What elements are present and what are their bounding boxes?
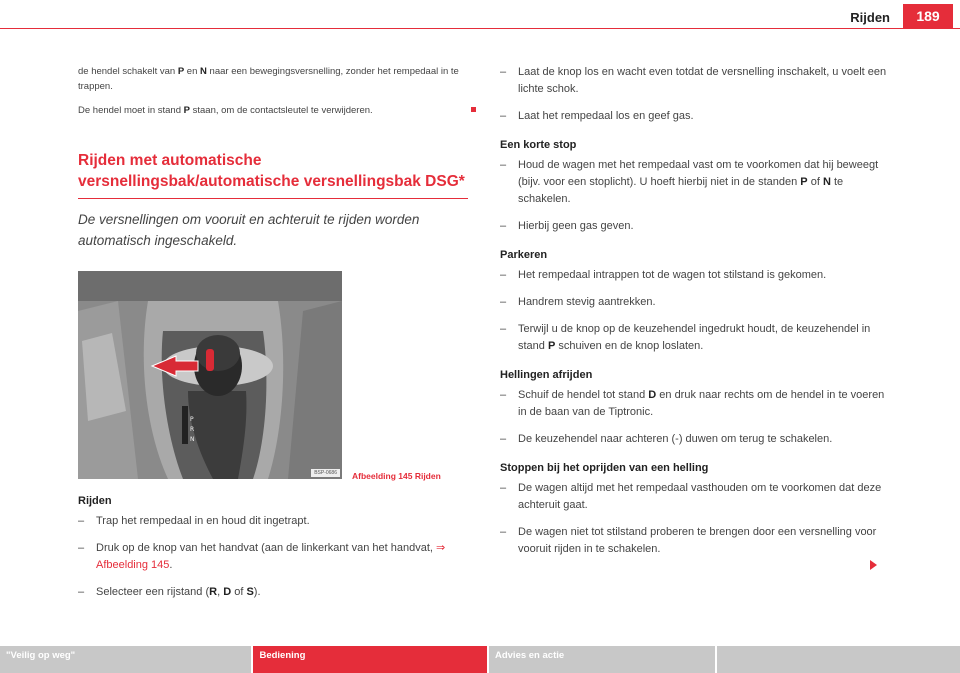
- list-item: – Terwijl u de knop op de keuzehendel ingedrukt houdt, de keuzehendel in stand P schuiven en de knop loslaten.: [500, 321, 892, 355]
- header-rule: [0, 28, 960, 29]
- list-item: – De keuzehendel naar achteren (-) duwen om terug te schakelen.: [500, 431, 892, 448]
- list-item: – Laat het rempedaal los en geef gas.: [500, 108, 892, 125]
- list-rijden: [78, 513, 470, 601]
- subhead-hellingen: Hellingen afrijden: [500, 369, 593, 381]
- figure-code: BSP-0686: [311, 469, 340, 477]
- footer-tab-advies[interactable]: Advies en actie: [489, 646, 715, 673]
- paragraph-shift-note: de hendel schakelt van P en N naar een bewegingsversnelling, zonder het rempedaal in te trappen.: [78, 66, 459, 92]
- section-title: Rijden met automatische versnellingsbak/automatische versnellingsbak DSG*: [78, 150, 468, 199]
- figure-caption: Afbeelding 145 Rijden: [352, 471, 441, 481]
- gear-lever-photo: [78, 271, 342, 479]
- subhead-parkeren: Parkeren: [500, 249, 548, 261]
- footer-tabs: [0, 646, 960, 673]
- svg-text:P: P: [190, 416, 194, 423]
- section-end-marker: [471, 107, 476, 112]
- list-hellingen: [500, 387, 892, 448]
- section-intro: De versnellingen om vooruit en achteruit te rijden worden automatisch ingeschakeld.: [78, 212, 420, 248]
- list-korte-stop: [500, 157, 892, 235]
- svg-text:N: N: [190, 436, 195, 443]
- list-item: – Trap het rempedaal in en houd dit ingetrapt.: [78, 513, 470, 530]
- list-item: – Hierbij geen gas geven.: [500, 218, 892, 235]
- right-column: [500, 64, 892, 568]
- svg-text:R: R: [190, 426, 195, 433]
- list-item: – Handrem stevig aantrekken.: [500, 294, 892, 311]
- subhead-korte-stop: Een korte stop: [500, 139, 577, 151]
- list-item: – Schuif de hendel tot stand D en druk naar rechts om de hendel in te voeren in de baan van de Tiptronic.: [500, 387, 892, 421]
- page-number: 189: [903, 4, 953, 28]
- subhead-stoppen-helling: Stoppen bij het oprijden van een helling: [500, 462, 709, 474]
- figure-145: [78, 271, 466, 481]
- list-item: – De wagen altijd met het rempedaal vasthouden om te voorkomen dat deze achteruit gaat.: [500, 480, 892, 514]
- continue-arrow-icon: [870, 560, 877, 570]
- list-item: – Laat de knop los en wacht even totdat de versnelling inschakelt, u voelt een lichte schok.: [500, 64, 892, 98]
- footer-tab-extra[interactable]: [717, 646, 960, 673]
- list-rijden-cont: [500, 64, 892, 125]
- list-item: – De wagen niet tot stilstand proberen te brengen door een versnelling voor vooruit rijden in te schakelen.: [500, 524, 892, 558]
- list-item: – Selecteer een rijstand (R, D of S).: [78, 584, 470, 601]
- list-item: – Het rempedaal intrappen tot de wagen tot stilstand is gekomen.: [500, 267, 892, 284]
- footer-tab-veilig[interactable]: "Veilig op weg": [0, 646, 251, 673]
- left-column: [78, 64, 470, 611]
- list-stoppen-helling: [500, 480, 892, 558]
- footer-tab-bediening[interactable]: Bediening: [253, 646, 487, 673]
- list-item: – Druk op de knop van het handvat (aan de linkerkant van het handvat, ⇒ Afbeelding 145.: [78, 540, 470, 574]
- list-item: – Houd de wagen met het rempedaal vast om te voorkomen dat hij beweegt (bijv. voor een stoplicht). U hoeft hierbij niet in de standen P of N te schakelen.: [500, 157, 892, 208]
- paragraph-key-note: De hendel moet in stand P staan, om de contactsleutel te verwijderen.: [78, 103, 470, 118]
- figure-reference-link[interactable]: ⇒ Afbeelding 145: [96, 542, 446, 571]
- list-parkeren: [500, 267, 892, 355]
- subhead-rijden: Rijden: [78, 495, 112, 507]
- running-header-title: Rijden: [850, 10, 890, 25]
